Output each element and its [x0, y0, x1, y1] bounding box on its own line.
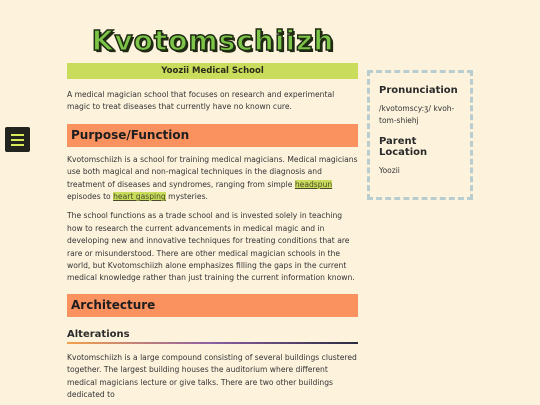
purpose-text: Kvotomschiizh is a school for training medical magicians. Medical magicians use both magical and non-magical techniques in the diagnosis and treatment of diseases and syndromes, ranging from simple: [67, 154, 358, 189]
subtitle-bar: Yoozii Medical School: [67, 63, 358, 79]
subsection-heading-alterations: Alterations: [67, 328, 130, 340]
section-heading-purpose: Purpose/Function: [67, 124, 358, 147]
intro-paragraph: A medical magician school that focuses on research and experimental magic to treat diseases that currently have no known cure.: [67, 90, 335, 112]
pronunciation-label: Pronunciation: [379, 85, 458, 96]
purpose-text: mysteries.: [165, 192, 208, 202]
pronunciation-value: /kvotomscy:ʒ/ kvoh-tom-shiehj: [379, 104, 455, 125]
purpose-paragraph-2: The school functions as a trade school and is invested solely in teaching how to research the current advancements in medical magic and in developing new and innovative techniques for treating conditions that are rare or misunderstood. There are other medical magician schools in the world, but Kvotomschiizh alone emphasizes filling the gaps in the current medical knowledge rather than just training the current information known.: [67, 211, 355, 283]
page-title: Kvotomschiizh: [91, 24, 335, 57]
parent-location-label: Parent Location: [379, 136, 428, 158]
info-sidebar: [367, 70, 473, 200]
purpose-text: episodes to: [67, 192, 114, 202]
parent-location-value: Yoozii: [379, 166, 400, 175]
link-heart-gasping[interactable]: heart gasping: [113, 192, 166, 202]
menu-line: [11, 134, 24, 136]
section-heading-architecture: Architecture: [67, 294, 358, 317]
menu-line: [11, 144, 24, 146]
link-headspun[interactable]: headspun: [294, 179, 333, 189]
menu-line: [11, 139, 24, 141]
purpose-paragraph-1: [67, 154, 358, 204]
main-content: [67, 63, 358, 402]
hamburger-menu-icon[interactable]: [5, 127, 30, 152]
alterations-paragraph: Kvotomschiizh is a large compound consisting of several buildings clustered together. The largest building houses the auditorium where different medical magicians lecture or give talks. There are two other buildings dedicated to: [67, 352, 357, 400]
